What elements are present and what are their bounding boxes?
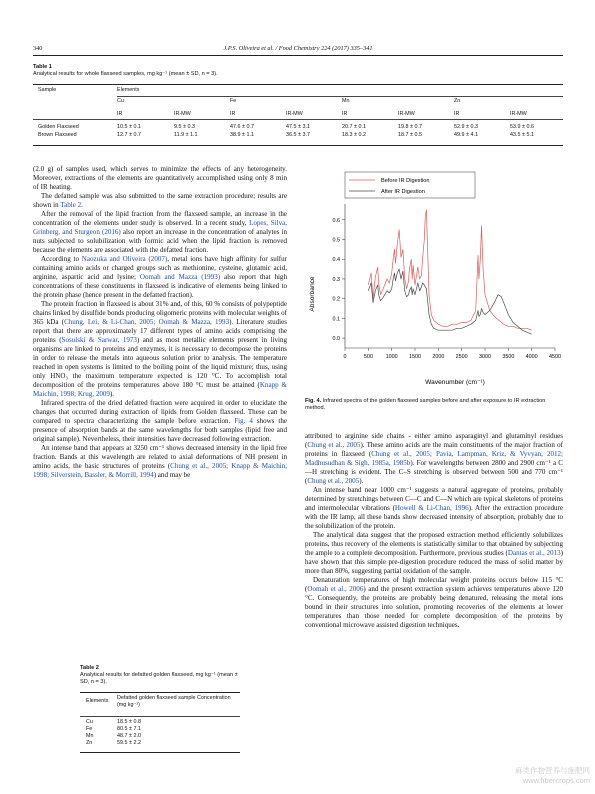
table1-cell: 18.3 ± 0.2 bbox=[342, 132, 366, 138]
table-row bbox=[86, 725, 227, 732]
table2-caption bbox=[80, 665, 240, 686]
citation-link[interactable]: Chung et al., 2005; Knapp & Maichin, 1998; Silverstein, Bassler, & Morrill, 1994 bbox=[33, 462, 288, 479]
table1-cell: 53.9 ± 0.6 bbox=[510, 124, 534, 130]
paragraph: Denaturation temperatures of high molecular weight proteins occurs below 115 °C (Oomah et al., 2006) and the present extraction system achieves temperatures above 120 °C. Consequently, the proteins are probably being denatured, releasing the metal ions bound in their structures into solution, promoting recoveries of the elements at lower temperatures than those needed for complete decomposition of the proteins by conventional microwave assisted digestion techniques. bbox=[305, 576, 563, 629]
x-tick-label: 2000 bbox=[432, 354, 445, 360]
paragraph: The defatted sample was also submitted to the same extraction procedure; results are shown in Table 2. bbox=[33, 192, 287, 209]
y-tick-label: 0.5 bbox=[332, 237, 340, 244]
table1-cell: 12.7 ± 0.7 bbox=[117, 132, 141, 138]
table2-mid-rule bbox=[80, 716, 240, 717]
y-tick-label: 0.3 bbox=[332, 276, 340, 283]
table2-top-rule bbox=[80, 692, 240, 693]
paragraph: (2.0 g) of samples used, which serves to minimize the effects of any heterogeneity. Moreover, extractions of the elements are quantitatively accomplished using only 8 min of IR heating. bbox=[33, 165, 287, 191]
legend-label-after: After IR Digestion bbox=[381, 189, 425, 195]
left-column-text bbox=[33, 165, 287, 480]
table1-cell: 9.5 ± 0.3 bbox=[174, 124, 195, 130]
watermark bbox=[420, 766, 590, 786]
citation-link[interactable]: Oomah and Mazza (1993) bbox=[139, 273, 221, 281]
table1-cell: 11.9 ± 1.1 bbox=[174, 132, 198, 138]
table1-caption bbox=[33, 64, 563, 78]
table2-cell-value: 18.5 ± 0.8 bbox=[117, 718, 141, 725]
x-tick-label: 500 bbox=[363, 354, 373, 360]
x-tick-label: 0 bbox=[343, 354, 347, 360]
table2-cell-element: Fe bbox=[86, 725, 93, 732]
y-tick-label: 0.0 bbox=[332, 336, 340, 343]
table2-header-concentration: Defatted golden flaxseed sample Concentration (mg kg⁻¹) bbox=[117, 695, 231, 708]
ir-spectra-chart bbox=[305, 166, 563, 392]
table-row bbox=[86, 718, 227, 725]
x-tick-label: 1500 bbox=[409, 354, 421, 360]
table1-cell: 36.5 ± 3.7 bbox=[286, 132, 310, 138]
table1-cell: 10.5 ± 0.1 bbox=[117, 124, 141, 130]
watermark-line1: 麻类作物营养与施肥网 bbox=[515, 766, 590, 775]
table1-cell: 18.7 ± 0.5 bbox=[398, 132, 422, 138]
table1-cell: 52.9 ± 0.3 bbox=[454, 124, 478, 130]
citation-link[interactable]: Chung et al., 2005 bbox=[307, 477, 360, 485]
table1-subheader: IR-MW bbox=[286, 110, 303, 117]
watermark-line2: www.fibercrops.com bbox=[522, 776, 590, 785]
x-tick-label: 3000 bbox=[479, 354, 491, 360]
citation-link[interactable]: Chung et al., 2005; Pavia, Lampman, Kriz, & Vyvyan, 2012; Madhusudhan & Sigh, 1985a, 1985b bbox=[305, 450, 563, 467]
right-column-text bbox=[305, 432, 563, 630]
y-tick-label: 0.4 bbox=[332, 257, 340, 264]
table1-cell: 47.5 ± 3.1 bbox=[286, 124, 310, 130]
x-tick-label: 4000 bbox=[525, 354, 538, 360]
plot-area bbox=[333, 204, 562, 360]
table2 bbox=[86, 718, 227, 746]
x-tick-label: 1000 bbox=[385, 354, 398, 360]
figure-caption-text: Infrared spectra of the golden flaxseed samples before and after exposure to IR extraction method. bbox=[305, 398, 546, 411]
paragraph: An intense band near 1000 cm⁻¹ suggests a natural aggregate of proteins, probably determined by stretchings between C—C and C—N which are typical skeletons of proteins and intermolecular vibrations (Howell & Li-Chan, 1996). After the extraction procedure with the IR lamp, all these bands show decreased intensity of absorption, probably due to the solubilization of the protein. bbox=[305, 486, 563, 530]
paragraph: After the removal of the lipid fraction from the flaxseed sample, an increase in the concentration of the elements under study is observed. In a recent study, Lopes, Silva, Grinberg, and Sturgeon (2016) also report an increase in the concentration of analytes in nuts subjected to solubilization with formic acid when the lipid fraction is removed because the elements are associated with the defatted fraction. bbox=[33, 210, 287, 254]
table1-cell-sample: Golden Flaxseed bbox=[38, 124, 79, 130]
table-row bbox=[38, 131, 560, 139]
y-tick-label: 0.6 bbox=[332, 217, 340, 224]
table1-subheader: IR bbox=[230, 110, 236, 117]
table1-cell-sample: Brown Flaxseed bbox=[38, 132, 77, 138]
table1-element-fe: Fe bbox=[230, 97, 237, 104]
table1-cell: 19.8 ± 0.7 bbox=[398, 124, 422, 130]
table1-element-zn: Zn bbox=[454, 97, 461, 104]
citation-link[interactable]: Lopes, Silva, Grinberg, and Sturgeon (2016) bbox=[33, 219, 287, 236]
table1-cell: 47.6 ± 0.7 bbox=[230, 124, 254, 130]
table2-label: Table 2 bbox=[80, 665, 99, 671]
page-number: 340 bbox=[33, 45, 43, 52]
table1-subheader: IR bbox=[117, 110, 123, 117]
y-tick-label: 0.1 bbox=[332, 316, 340, 323]
citation-link[interactable]: Sosulski & Sarwar, 1973 bbox=[61, 336, 137, 344]
table2-link[interactable]: Table 2 bbox=[60, 201, 82, 209]
table1-bottom-rule bbox=[33, 145, 563, 146]
table-row bbox=[86, 739, 227, 746]
citation-link[interactable]: Dantas et al., 2013 bbox=[507, 549, 561, 557]
table1-label: Table 1 bbox=[33, 64, 52, 70]
table2-cell-value: 48.7 ± 2.0 bbox=[117, 732, 141, 739]
header-rule bbox=[33, 55, 563, 56]
table2-bottom-rule bbox=[80, 752, 240, 753]
citation-link[interactable]: Howell & Li-Chan, 1996 bbox=[394, 504, 469, 512]
table2-cell-value: 80.5 ± 7.1 bbox=[117, 725, 141, 732]
x-tick-label: 4500 bbox=[549, 354, 561, 360]
x-tick-label: 3500 bbox=[502, 354, 515, 360]
figure-caption-label: Fig. 4. bbox=[305, 398, 322, 404]
table1-cell: 20.7 ± 0.1 bbox=[342, 124, 366, 130]
table1-subheader: IR-MW bbox=[398, 110, 415, 117]
table2-cell-element: Mn bbox=[86, 732, 94, 739]
table1-top-rule bbox=[33, 84, 563, 85]
figure-caption bbox=[305, 398, 563, 412]
x-tick-label: 2500 bbox=[455, 354, 468, 360]
table2-cell-element: Cu bbox=[86, 718, 93, 725]
paragraph: attributed to arginine side chains - either amino asparaginyl and glutaminyl residues (Chung et al., 2005). These amino acids are the main constituents of the major fraction of proteins in flaxseed (Chung et al., 2005; Pavia, Lampman, Kriz, & Vyvyan, 2012; Madhusudhan & Sigh, 1985a, 1985b). For wavelengths between 2800 and 2900 cm⁻¹ a C—H stretching is evident. The C–S stretching is observed between 500 and 770 cm⁻¹ (Chung et al., 2005). bbox=[305, 432, 563, 485]
table1-element-cu: Cu bbox=[117, 97, 124, 104]
paragraph: According to Naozuka and Oliveira (2007), metal ions have high affinity for sulfur containing amino acids or charged groups such as methionine, cysteine, glutamic acid, arginine, aspartic acid and lysine; Oomah and Mazza (1993) also report that high concentrations of these constituents in flaxseed is indicative of elements being linked to the protein phase (hence present in the defatted fraction). bbox=[33, 255, 287, 299]
table-row bbox=[38, 123, 560, 131]
table1-cell: 43.5 ± 5.1 bbox=[510, 132, 534, 138]
table1-caption-text: Analytical results for whole flaxseed samples, mg kg⁻¹ (mean ± SD, n = 3). bbox=[33, 71, 218, 77]
table1-cell: 38.9 ± 1.1 bbox=[230, 132, 254, 138]
journal-citation: J.P.S. Oliveira et al. / Food Chemistry 224 (2017) 335–341 bbox=[223, 45, 373, 52]
paragraph: Infrared spectra of the dried defatted fraction were acquired in order to elucidate the changes that occurred during extraction of lipids from Golden flaxseed. These can be compared to spectra characterizing the sample before extraction. Fig. 4 shows the presence of absorption bands at the same wavelengths for both samples (lipid free and original sample). Nevertheless, their intensities have decreased following extraction. bbox=[33, 399, 287, 443]
table1-header-elements: Elements bbox=[117, 87, 140, 93]
table2-cell-element: Zn bbox=[86, 739, 93, 746]
citation-link[interactable]: Naozuka and Oliveira (2007) bbox=[81, 255, 168, 263]
table1-subheader: IR-MW bbox=[510, 110, 527, 117]
citation-link[interactable]: Chung et al., 2005 bbox=[307, 441, 361, 449]
table2-caption-text: Analytical results for defatted golden flaxseed, mg kg⁻¹ (mean ± SD, n = 3). bbox=[80, 672, 238, 685]
citation-link[interactable]: Knapp & Maichin, 1998; Krug, 2009 bbox=[33, 381, 287, 398]
citation-link[interactable]: Chung, Lei, & Li-Chan, 2005; Oomah & Mazza, 1993 bbox=[64, 318, 230, 326]
paragraph: An intense band that appears at 3250 cm⁻¹ shows decreased intensity in the lipid free fraction. Bands at this wavelength are related to axial deformations of NH present in amino acids, the basic structures of proteins (Chung et al., 2005; Knapp & Maichin, 1998; Silverstein, Bassler, & Morrill, 1994) and may be bbox=[33, 444, 288, 479]
table1 bbox=[38, 86, 560, 139]
series-line-after-ir bbox=[368, 269, 531, 334]
table1-header-sample: Sample bbox=[38, 87, 57, 93]
x-axis-label: Wavenumber (cm⁻¹) bbox=[425, 379, 485, 386]
figure-link[interactable]: Fig. 4 bbox=[234, 417, 253, 425]
table-row bbox=[86, 732, 227, 739]
table1-subheader: IR bbox=[454, 110, 460, 117]
citation-link[interactable]: Oomah et al., 2006 bbox=[307, 585, 364, 593]
legend-label-before: Before IR Digestion bbox=[381, 178, 430, 184]
table1-element-mn: Mn bbox=[342, 97, 350, 104]
y-tick-label: 0.2 bbox=[332, 296, 340, 303]
table2-header-elements: Elements bbox=[86, 698, 109, 704]
table1-subheader: IR-MW bbox=[174, 110, 191, 117]
paragraph: The analytical data suggest that the proposed extraction method efficiently solubilizes proteins, thus recovery of the elements is statistically similar to that obtained by subjecting the ample to a complete decomposition. Furthermore, previous studies (Dantas et al., 2013) have shown that this simple pre-digestion procedure reduced the mass of solid matter by more than 80%, suggesting partial oxidation of the sample. bbox=[305, 531, 563, 575]
table1-subheader: IR bbox=[342, 110, 348, 117]
table1-cell: 49.9 ± 4.1 bbox=[454, 132, 478, 138]
y-axis-label: Absorbance bbox=[309, 276, 316, 312]
paragraph: The protein fraction in flaxseed is about 31% and, of this, 60 % consists of polypeptide chains linked by disulfide bonds producing oligomeric proteins with molecular weights of 365 kDa (Chung, Lei, & Li-Chan, 2005; Oomah & Mazza, 1993). Literature studies report that there are approximately 17 different types of amino acids comprising the proteins (Sosulski & Sarwar, 1973) and as most metallic elements present in living organisms are linked to proteins and enzymes, it is necessary to decompose the proteins in order to release the metals into aqueous solution prior to analysis. The temperature reached in open systems is limited to the boiling point of the liquid mixture; thus, using only HNO₃ the maximum temperature expected is 120 °C. To accomplish total decomposition of the proteins temperatures above 180 °C must be attained (Knapp & Maichin, 1998; Krug, 2009). bbox=[33, 300, 287, 398]
table2-cell-value: 59.5 ± 2.2 bbox=[117, 739, 141, 746]
